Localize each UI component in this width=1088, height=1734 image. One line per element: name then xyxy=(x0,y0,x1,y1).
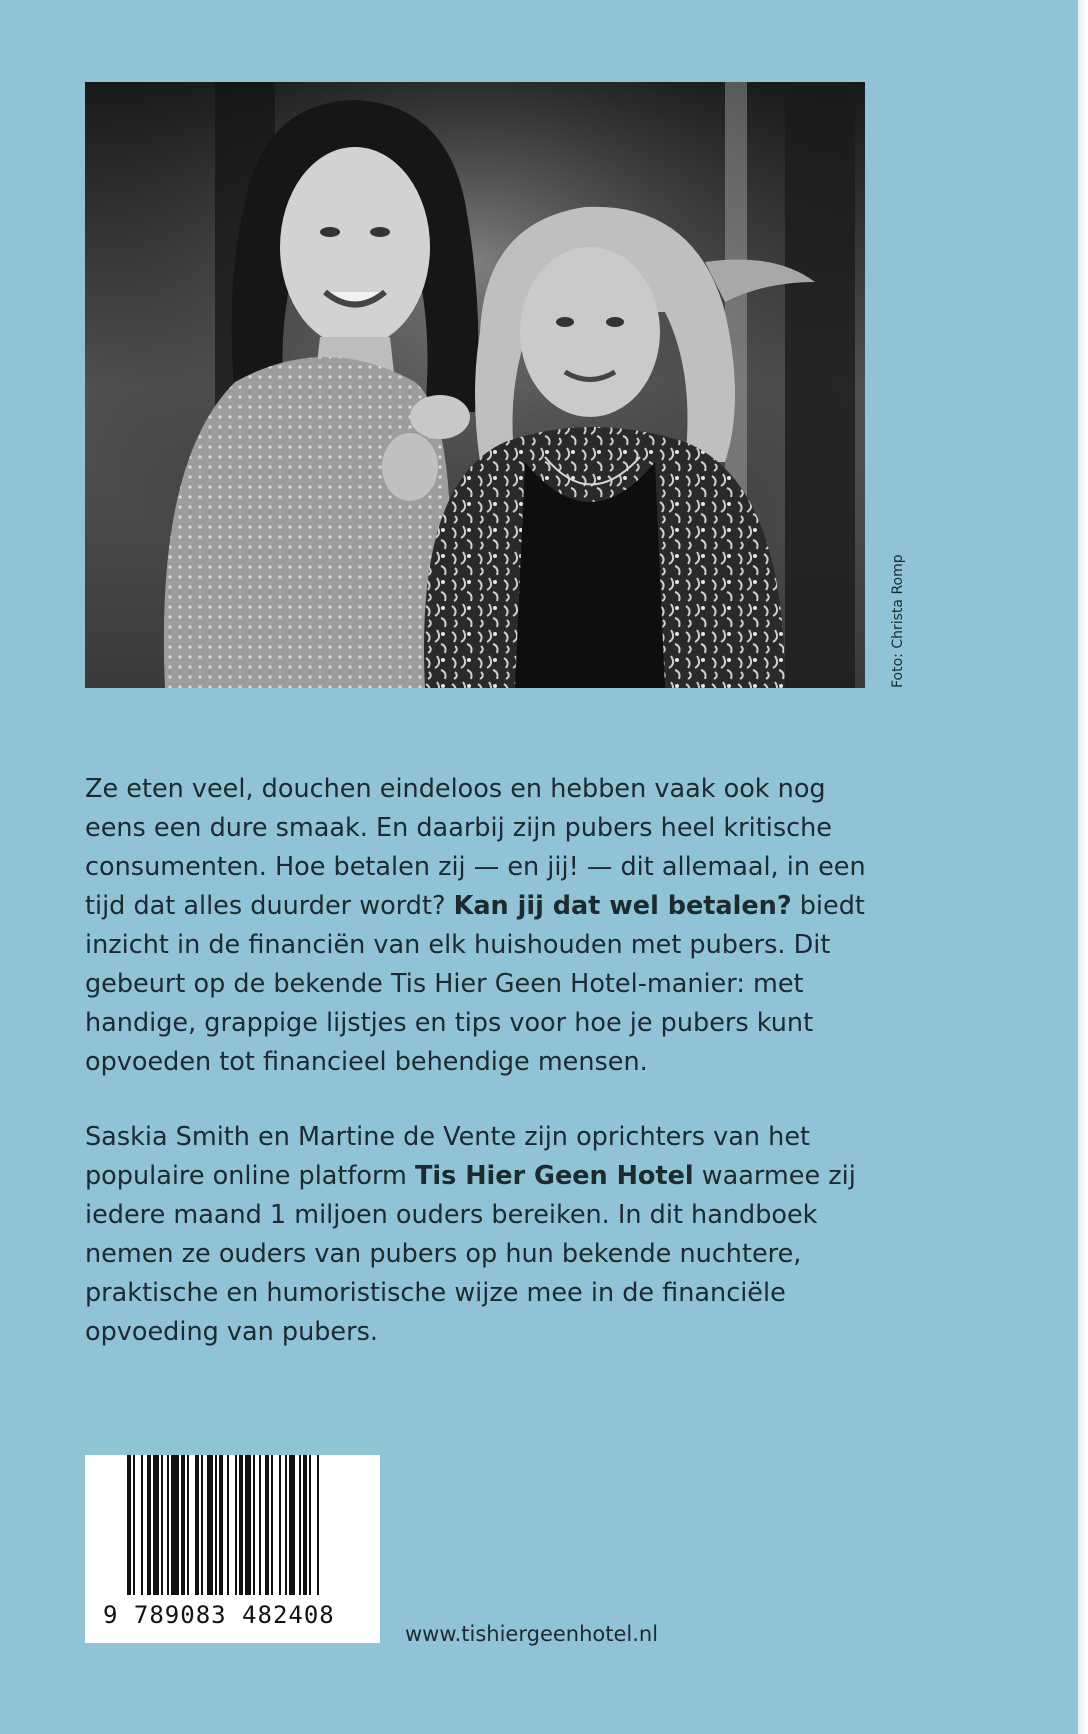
barcode-bar xyxy=(219,1455,223,1595)
isbn-barcode xyxy=(85,1455,380,1643)
barcode-bar xyxy=(239,1455,243,1595)
barcode-bar xyxy=(299,1455,301,1595)
barcode-bar xyxy=(279,1455,281,1595)
barcode-bar xyxy=(245,1455,251,1595)
platform-name: Tis Hier Geen Hotel xyxy=(415,1161,694,1191)
isbn-number: 9 789083 482408 xyxy=(103,1601,335,1629)
barcode-bar xyxy=(289,1455,295,1595)
barcode-bar xyxy=(161,1455,163,1595)
barcode-bar xyxy=(167,1455,169,1595)
book-title-inline: Kan jij dat wel betalen? xyxy=(453,891,792,921)
author-bio-text-1: Saskia Smith en Martine de Vente zijn oprichters van het populaire online platform xyxy=(85,1122,811,1191)
barcode-bar xyxy=(153,1455,159,1595)
author-photo xyxy=(85,82,865,688)
blurb-text-2: biedt inzicht in de financiën van elk huishouden met pubers. Dit gebeurt op de bekende Tis Hier Geen Hotel-manier: met handige, grappige lijstjes en tips voor hoe je pubers kunt opvoeden tot financieel behendige mensen. xyxy=(85,891,865,1077)
barcode-bar xyxy=(195,1455,199,1595)
barcode-bar xyxy=(317,1455,319,1595)
barcode-bar xyxy=(227,1455,229,1595)
barcode-bar xyxy=(171,1455,179,1595)
author-bio-text-2: waarmee zij iedere maand 1 miljoen ouders bereiken. In dit handboek nemen ze ouders van pubers op hun bekende nuchtere, praktische en humoristische wijze mee in de financiële opvoeding van pubers. xyxy=(85,1161,856,1347)
book-blurb xyxy=(85,770,885,1082)
blurb-text-1: Ze eten veel, douchen eindeloos en hebben vaak ook nog eens een dure smaak. En daarbij zijn pubers heel kritische consumenten. Hoe betalen zij — en jij! — dit allemaal, in een tijd dat alles duurder wordt? xyxy=(85,774,866,921)
page-edge xyxy=(1078,0,1088,1734)
barcode-bar xyxy=(181,1455,185,1595)
barcode-bar xyxy=(127,1455,131,1595)
barcode-bar xyxy=(201,1455,203,1595)
barcode-bar xyxy=(207,1455,213,1595)
barcode-bar xyxy=(271,1455,273,1595)
barcode-bar xyxy=(133,1455,135,1595)
barcode-bar xyxy=(141,1455,143,1595)
website-url[interactable]: www.tishiergeenhotel.nl xyxy=(405,1622,659,1646)
barcode-bar xyxy=(303,1455,307,1595)
barcode-bar xyxy=(147,1455,151,1595)
photo-credit: Foto: Christa Romp xyxy=(890,554,906,688)
barcode-bar xyxy=(285,1455,287,1595)
barcode-bar xyxy=(187,1455,189,1595)
barcode-bar xyxy=(215,1455,217,1595)
barcode-bar xyxy=(235,1455,237,1595)
barcode-bar xyxy=(253,1455,255,1595)
barcode-bar xyxy=(265,1455,269,1595)
barcode-bar xyxy=(309,1455,311,1595)
author-bio xyxy=(85,1118,885,1352)
barcode-bar xyxy=(259,1455,261,1595)
